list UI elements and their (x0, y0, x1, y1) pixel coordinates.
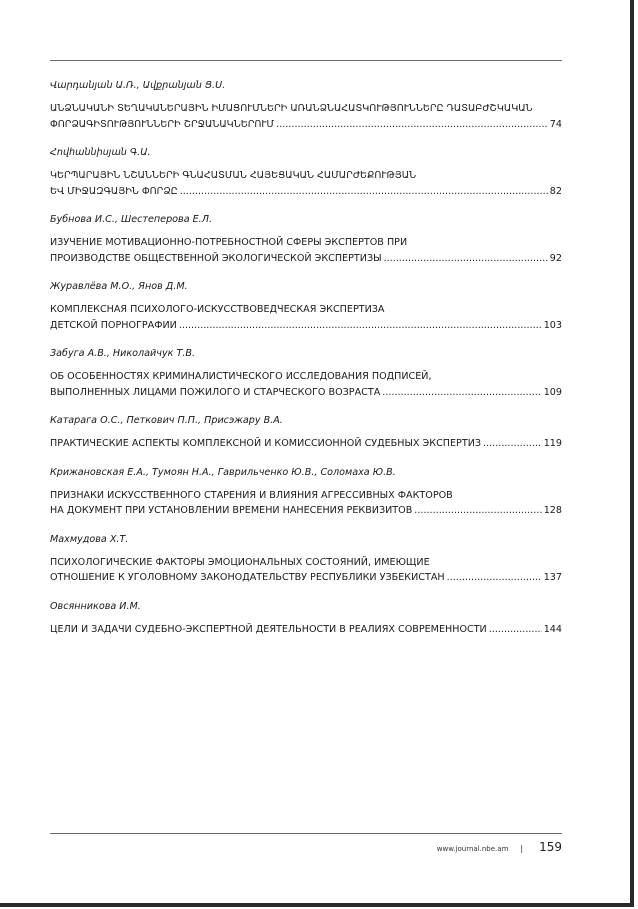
toc-entry-page-number: 109 (543, 386, 562, 398)
toc-entry-title-text: ЦЕЛИ И ЗАДАЧИ СУДЕБНО-ЭКСПЕРТНОЙ ДЕЯТЕЛЬНОСТИ В РЕАЛИЯХ СОВРЕМЕННОСТИ (50, 623, 487, 635)
toc-entry-title-line: ԿԵՐՊԱՐԱՅԻՆ ՆՇԱՆՆԵՐԻ ԳՆԱՀԱՏՄԱՆ ՀԱՅԵՑԱԿԱՆ ՀԱՄԱՐԺԵՔՈՒԹՅԱՆ (50, 170, 417, 181)
dot-leader (384, 251, 548, 267)
toc-entry-title-text: НА ДОКУМЕНТ ПРИ УСТАНОВЛЕНИИ ВРЕМЕНИ НАНЕСЕНИЯ РЕКВИЗИТОВ (50, 505, 413, 516)
dot-leader (447, 570, 542, 586)
toc-entry-title-text: ԵՎ ՄԻՋԱԶԳԱՅԻՆ ՓՈՐՁԸ (50, 185, 178, 197)
toc-entry[interactable] (50, 147, 562, 199)
footer-divider (50, 833, 562, 834)
toc-entry[interactable] (50, 80, 562, 132)
toc-entry-title-line: ОБ ОСОБЕННОСТЯХ КРИМИНАЛИСТИЧЕСКОГО ИССЛЕДОВАНИЯ ПОДПИСЕЙ, (50, 371, 432, 382)
toc-entry-authors: Бубнова И.С., Шестеперова Е.Л. (50, 214, 212, 225)
toc-entry-page-number: 92 (549, 252, 562, 264)
toc-entry-title-line (50, 570, 562, 586)
toc-entry-title-text: ОТНОШЕНИЕ К УГОЛОВНОМУ ЗАКОНОДАТЕЛЬСТВУ РЕСПУБЛИКИ УЗБЕКИСТАН (50, 572, 445, 583)
toc-entry-page-number: 82 (549, 185, 562, 197)
toc-entry-title-text: ВЫПОЛНЕННЫХ ЛИЦАМИ ПОЖИЛОГО И СТАРЧЕСКОГО ВОЗРАСТА (50, 386, 381, 398)
footer-separator: | (520, 844, 524, 853)
toc-entry-title-line: ПСИХОЛОГИЧЕСКИЕ ФАКТОРЫ ЭМОЦИОНАЛЬНЫХ СОСТОЯНИЙ, ИМЕЮЩИЕ (50, 556, 430, 568)
toc-entry-authors: Забуга А.В., Николайчук Т.В. (50, 348, 196, 359)
table-of-contents (50, 80, 562, 652)
toc-entry[interactable] (50, 467, 562, 519)
toc-entry-authors: Махмудова Х.Т. (50, 533, 129, 545)
toc-entry-title-line (50, 251, 562, 267)
toc-entry-title-line: ИЗУЧЕНИЕ МОТИВАЦИОННО-ПОТРЕБНОСТНОЙ СФЕРЫ ЭКСПЕРТОВ ПРИ (50, 237, 408, 248)
toc-entry-title-text: ДЕТСКОЙ ПОРНОГРАФИИ (50, 319, 177, 331)
toc-entry-page-number: 119 (543, 438, 562, 449)
toc-entry-title-line (50, 184, 562, 200)
dot-leader (179, 318, 542, 334)
toc-entry-title-text: ПРАКТИЧЕСКИЕ АСПЕКТЫ КОМПЛЕКСНОЙ И КОМИССИОННОЙ СУДЕБНЫХ ЭКСПЕРТИЗ (50, 438, 482, 449)
toc-entry-title-line (50, 436, 562, 452)
toc-entry-authors: Журавлёва М.О., Янов Д.М. (50, 281, 188, 292)
toc-entry[interactable] (50, 281, 562, 333)
toc-entry-title-line (50, 117, 562, 133)
toc-entry[interactable] (50, 534, 562, 586)
toc-entry-page-number: 128 (543, 505, 562, 516)
dot-leader (382, 385, 541, 401)
toc-entry-title-line (50, 622, 562, 638)
dot-leader (483, 436, 542, 452)
toc-entry-title-line: ПРИЗНАКИ ИСКУССТВЕННОГО СТАРЕНИЯ И ВЛИЯНИЯ АГРЕССИВНЫХ ФАКТОРОВ (50, 489, 453, 501)
toc-entry-authors: Крижановская Е.А., Тумоян Н.А., Гаврильченко Ю.В., Соломаха Ю.В. (50, 466, 396, 478)
toc-entry-page-number: 144 (543, 623, 562, 635)
toc-entry[interactable] (50, 601, 562, 638)
toc-entry-title-line (50, 503, 562, 519)
journal-website[interactable]: www.journal.nbe.am (436, 845, 509, 853)
toc-entry-page-number: 74 (549, 118, 562, 130)
toc-entry-title-line (50, 385, 562, 401)
toc-entry-title-line (50, 318, 562, 334)
toc-entry-authors: Овсянникова И.М. (50, 600, 141, 612)
dot-leader (414, 503, 541, 519)
dot-leader (489, 622, 542, 638)
page-footer (437, 840, 562, 854)
dot-leader (276, 117, 548, 133)
toc-entry-page-number: 103 (543, 319, 562, 331)
toc-entry-authors: Վարդանյան Ա.Ռ., Ավքրանյան Ց.Ս. (50, 80, 226, 91)
toc-entry-title-line: КОМПЛЕКСНАЯ ПСИХОЛОГО-ИСКУССТВОВЕДЧЕСКАЯ ЭКСПЕРТИЗА (50, 304, 385, 315)
toc-entry[interactable] (50, 415, 562, 452)
toc-entry-authors: Հովհաննիսյան Գ.Ա. (50, 147, 151, 158)
page-number: 159 (539, 840, 562, 854)
toc-entry-page-number: 137 (543, 572, 562, 583)
toc-entry-title-text: ПРОИЗВОДСТВЕ ОБЩЕСТВЕННОЙ ЭКОЛОГИЧЕСКОЙ ЭКСПЕРТИЗЫ (50, 252, 382, 264)
toc-entry-title-text: ՓՈՐՁԱԳԻՏՈՒԹՅՈՒՆՆԵՐԻ ՇՐՋԱՆԱԿՆԵՐՈՒՄ (50, 118, 275, 130)
top-divider (50, 60, 562, 61)
toc-entry-title-line: ԱՆՁՆԱԿԱՆԻ ՏԵՂԱԿԱՆԵՐԱՅԻՆ ԻՄԱՑՈՒՄՆԵՐԻ ԱՌԱՆՁՆԱՀԱՏԿՈՒԹՅՈՒՆՆԵՐԸ ԴԱՏԱԲԺՇԿԱԿԱՆ (50, 103, 533, 114)
toc-entry[interactable] (50, 348, 562, 400)
dot-leader (180, 184, 548, 200)
toc-entry-authors: Катарага О.С., Петкович П.П., Присэжару В.А. (50, 415, 283, 426)
toc-entry[interactable] (50, 214, 562, 266)
